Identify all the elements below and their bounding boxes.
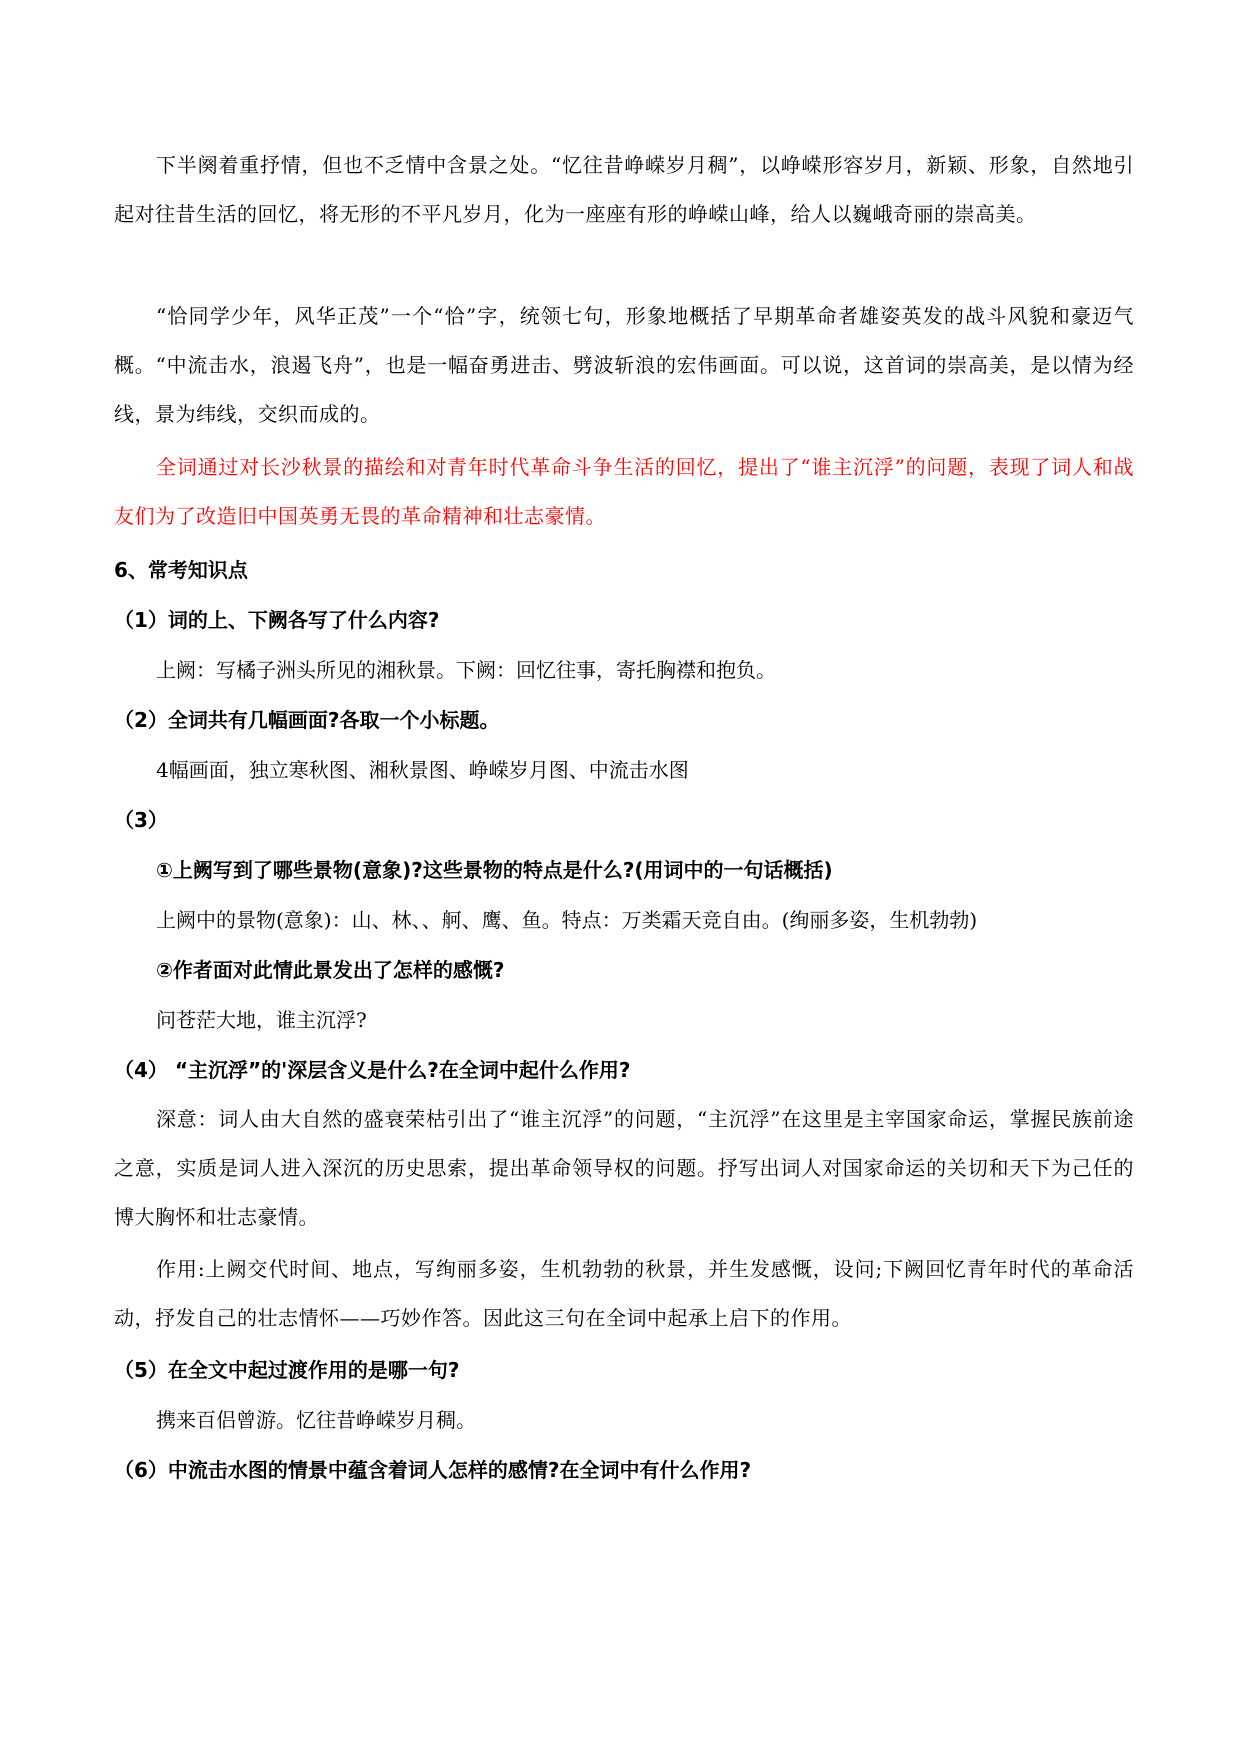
question-1: （1）词的上、下阙各写了什么内容? (114, 608, 440, 632)
analysis-paragraph-2: “恰同学少年，风华正茂”一个“恰”字，统领七句，形象地概括了早期革命者雄姿英发的战斗风貌和豪迈气概。“中流击水，浪遏飞舟”，也是一幅奋勇进击、劈波斩浪的宏伟画面。可以说，这首词的崇高美，是以情为经线，景为纬线，交织而成的。 (114, 304, 1134, 426)
question-3-sub-2: ②作者面对此情此景发出了怎样的感慨? (156, 958, 505, 982)
analysis-paragraph-1: 下半阕着重抒情，但也不乏情中含景之处。“忆往昔峥嵘岁月稠”，以峥嵘形容岁月，新颖、形象，自然地引起对往昔生活的回忆，将无形的不平凡岁月，化为一座座有形的峥嵘山峰，给人以巍峨奇丽的崇高美。 (114, 153, 1134, 226)
question-3-sub-1: ①上阙写到了哪些景物(意象)?这些景物的特点是什么?(用词中的一句话概括) (156, 858, 833, 882)
question-3-label: （3） (114, 808, 168, 832)
question-5: （5）在全文中起过渡作用的是哪一句? (114, 1358, 460, 1382)
question-6: （6）中流击水图的情景中蕴含着词人怎样的感情?在全词中有什么作用? (114, 1458, 752, 1482)
answer-5: 携来百侣曾游。忆往昔峥嵘岁月稠。 (156, 1408, 476, 1432)
answer-4-meaning: 深意：词人由大自然的盛衰荣枯引出了“谁主沉浮”的问题，“主沉浮”在这里是主宰国家命运，掌握民族前途之意，实质是词人进入深沉的历史思索，提出革命领导权的问题。抒写出词人对国家命运的关切和天下为己任的博大胸怀和壮志豪情。 (114, 1107, 1134, 1229)
answer-1: 上阙：写橘子洲头所见的湘秋景。下阙：回忆往事，寄托胸襟和抱负。 (156, 658, 776, 682)
summary-paragraph: 全词通过对长沙秋景的描绘和对青年时代革命斗争生活的回忆，提出了“谁主沉浮”的问题，表现了词人和战友们为了改造旧中国英勇无畏的革命精神和壮志豪情。 (114, 455, 1134, 528)
answer-2: 4幅画面，独立寒秋图、湘秋景图、峥嵘岁月图、中流击水图 (156, 758, 689, 782)
section-title: 6、常考知识点 (114, 558, 248, 582)
answer-3-sub-1: 上阙中的景物(意象)：山、林、、舸、鹰、鱼。特点：万类霜天竞自由。(绚丽多姿，生机勃勃) (156, 908, 978, 932)
question-2: （2）全词共有几幅画面?各取一个小标题。 (114, 708, 500, 732)
question-4: （4） “主沉浮”的'深层含义是什么?在全词中起什么作用? (114, 1058, 631, 1082)
answer-3-sub-2: 问苍茫大地，谁主沉浮? (156, 1008, 367, 1032)
answer-4-function: 作用:上阙交代时间、地点，写绚丽多姿，生机勃勃的秋景，并生发感慨，设问;下阙回忆青年时代的革命活动，抒发自己的壮志情怀——巧妙作答。因此这三句在全词中起承上启下的作用。 (114, 1257, 1134, 1330)
